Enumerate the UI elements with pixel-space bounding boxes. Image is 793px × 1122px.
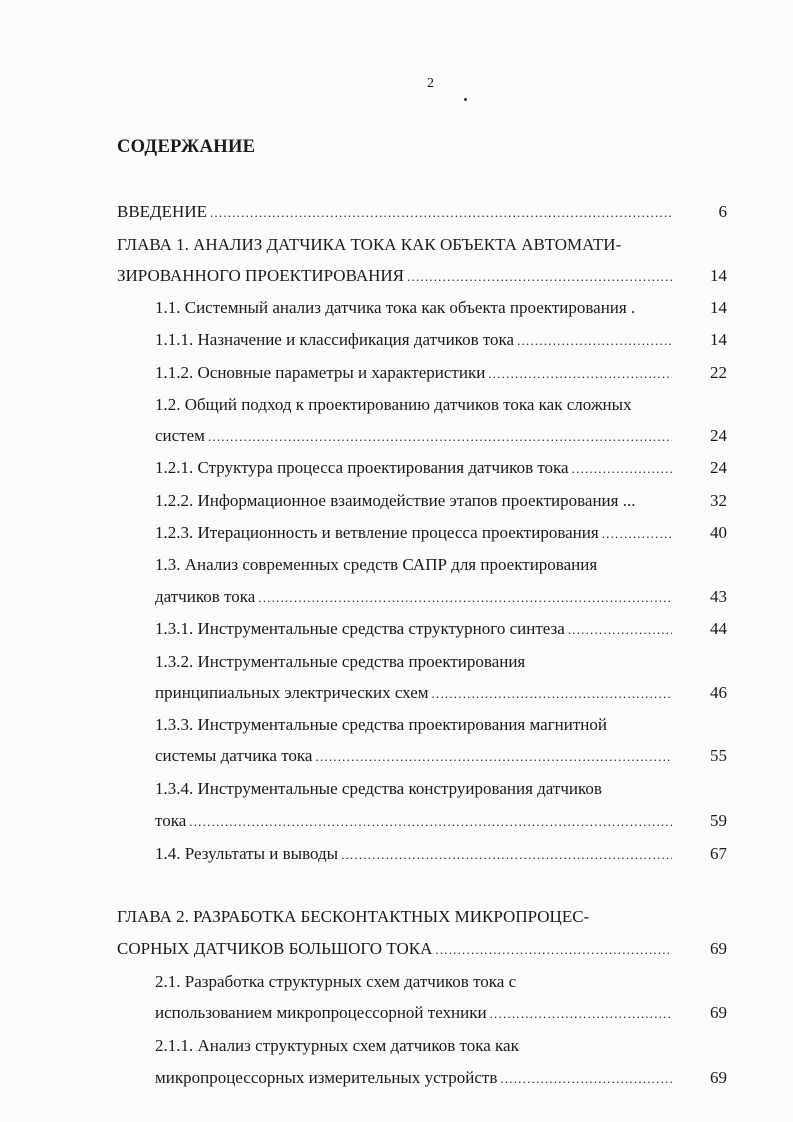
toc-entry[interactable] — [117, 939, 727, 958]
toc-entry[interactable] — [155, 683, 727, 702]
toc-entry-text: 1.4. Результаты и выводы — [155, 844, 339, 863]
toc-entry-text[interactable]: 1.3.4. Инструментальные средства конструирования датчиков — [155, 779, 602, 798]
toc-entry-page: 24 — [710, 426, 727, 445]
dot-leader — [208, 430, 672, 443]
toc-entry-page: 55 — [710, 746, 727, 765]
toc-entry-page: 14 — [710, 330, 727, 349]
toc-entry-text[interactable]: 1.3. Анализ современных средств САПР для проектирования — [155, 555, 598, 574]
toc-entry-page: 14 — [710, 298, 727, 317]
toc-entry[interactable] — [155, 746, 727, 765]
toc-entry-page: 46 — [710, 683, 727, 702]
dot-leader — [490, 1007, 672, 1020]
toc-entry-page: 14 — [710, 266, 727, 285]
toc-entry-page: 24 — [710, 458, 727, 477]
toc-entry-text[interactable]: 1.2. Общий подход к проектированию датчиков тока как сложных — [155, 395, 632, 414]
toc-entry-text[interactable]: ГЛАВА 1. АНАЛИЗ ДАТЧИКА ТОКА КАК ОБЪЕКТА АВТОМАТИ- — [117, 235, 622, 254]
toc-entry[interactable] — [155, 1003, 727, 1022]
toc-entry-text: 1.1.1. Назначение и классификация датчиков тока — [155, 330, 515, 349]
toc-entry-page: 69 — [710, 1068, 727, 1087]
dot-leader — [189, 815, 672, 828]
dot-leader — [210, 206, 672, 219]
toc-entry[interactable] — [155, 491, 727, 510]
dot-leader — [315, 750, 672, 763]
toc-entry[interactable] — [155, 426, 727, 445]
toc-entry-text: тока — [155, 811, 187, 830]
toc-entry-page: 44 — [710, 619, 727, 638]
dot-leader — [258, 591, 672, 604]
toc-entry[interactable] — [155, 619, 727, 638]
dot-leader — [435, 943, 672, 956]
toc-entry-page: 69 — [710, 1003, 727, 1022]
toc-entry[interactable] — [155, 1068, 727, 1087]
toc-entry[interactable] — [155, 298, 727, 317]
toc-entry-page: 32 — [710, 491, 727, 510]
dot-leader — [602, 527, 672, 540]
toc-entry[interactable] — [155, 458, 727, 477]
toc-entry[interactable] — [155, 811, 727, 830]
dot-leader — [432, 687, 672, 700]
toc-entry-page: 22 — [710, 363, 727, 382]
toc-entry-text[interactable]: 1.3.2. Инструментальные средства проектирования — [155, 652, 526, 671]
dot-leader — [517, 334, 672, 347]
scan-speck — [464, 98, 467, 101]
toc-entry-text: 1.2.2. Информационное взаимодействие этапов проектирования ... — [155, 491, 636, 510]
toc-entry-page: 43 — [710, 587, 727, 606]
toc-entry-text: ЗИРОВАННОГО ПРОЕКТИРОВАНИЯ — [117, 266, 405, 285]
toc-entry-text: использованием микропроцессорной техники — [155, 1003, 487, 1022]
toc-entry-page: 67 — [710, 844, 727, 863]
toc-entry-page: 6 — [718, 202, 727, 221]
dot-leader — [500, 1072, 672, 1085]
page-number: 2 — [427, 76, 434, 91]
toc-entry-text[interactable]: 2.1.1. Анализ структурных схем датчиков тока как — [155, 1036, 519, 1055]
toc-entry-text: датчиков тока — [155, 587, 256, 606]
toc-entry-text: 1.1.2. Основные параметры и характеристики — [155, 363, 486, 382]
toc-entry-text: 1.2.1. Структура процесса проектирования датчиков тока — [155, 458, 569, 477]
dot-leader — [407, 270, 672, 283]
dot-leader — [341, 848, 672, 861]
toc-entry[interactable] — [155, 587, 727, 606]
toc-entry[interactable] — [117, 266, 727, 285]
toc-entry-text: ВВЕДЕНИЕ — [117, 202, 207, 221]
toc-entry-page: 59 — [710, 811, 727, 830]
toc-entry-page: 69 — [710, 939, 727, 958]
toc-entry[interactable] — [155, 844, 727, 863]
dot-leader — [568, 623, 672, 636]
toc-entry-text: системы датчика тока — [155, 746, 313, 765]
toc-entry[interactable] — [117, 202, 727, 221]
dot-leader — [488, 367, 672, 380]
toc-entry[interactable] — [155, 523, 727, 542]
toc-entry-text: систем — [155, 426, 205, 445]
toc-entry-text[interactable]: 1.3.3. Инструментальные средства проектирования магнитной — [155, 715, 607, 734]
dot-leader — [572, 462, 672, 475]
toc-entry-text: СОРНЫХ ДАТЧИКОВ БОЛЬШОГО ТОКА — [117, 939, 433, 958]
toc-entry[interactable] — [155, 330, 727, 349]
toc-entry[interactable] — [155, 363, 727, 382]
page-title: СОДЕРЖАНИЕ — [117, 137, 256, 157]
toc-entry-text: 1.1. Системный анализ датчика тока как объекта проектирования . — [155, 298, 636, 317]
toc-entry-text: 1.2.3. Итерационность и ветвление процесса проектирования — [155, 523, 599, 542]
toc-entry-text: принципиальных электрических схем — [155, 683, 429, 702]
toc-entry-text[interactable]: ГЛАВА 2. РАЗРАБОТКА БЕСКОНТАКТНЫХ МИКРОПРОЦЕС- — [117, 907, 590, 926]
toc-entry-text[interactable]: 2.1. Разработка структурных схем датчиков тока с — [155, 972, 517, 991]
toc-entry-page: 40 — [710, 523, 727, 542]
toc-entry-text: 1.3.1. Инструментальные средства структурного синтеза — [155, 619, 565, 638]
toc-entry-text: микропроцессорных измерительных устройств — [155, 1068, 498, 1087]
